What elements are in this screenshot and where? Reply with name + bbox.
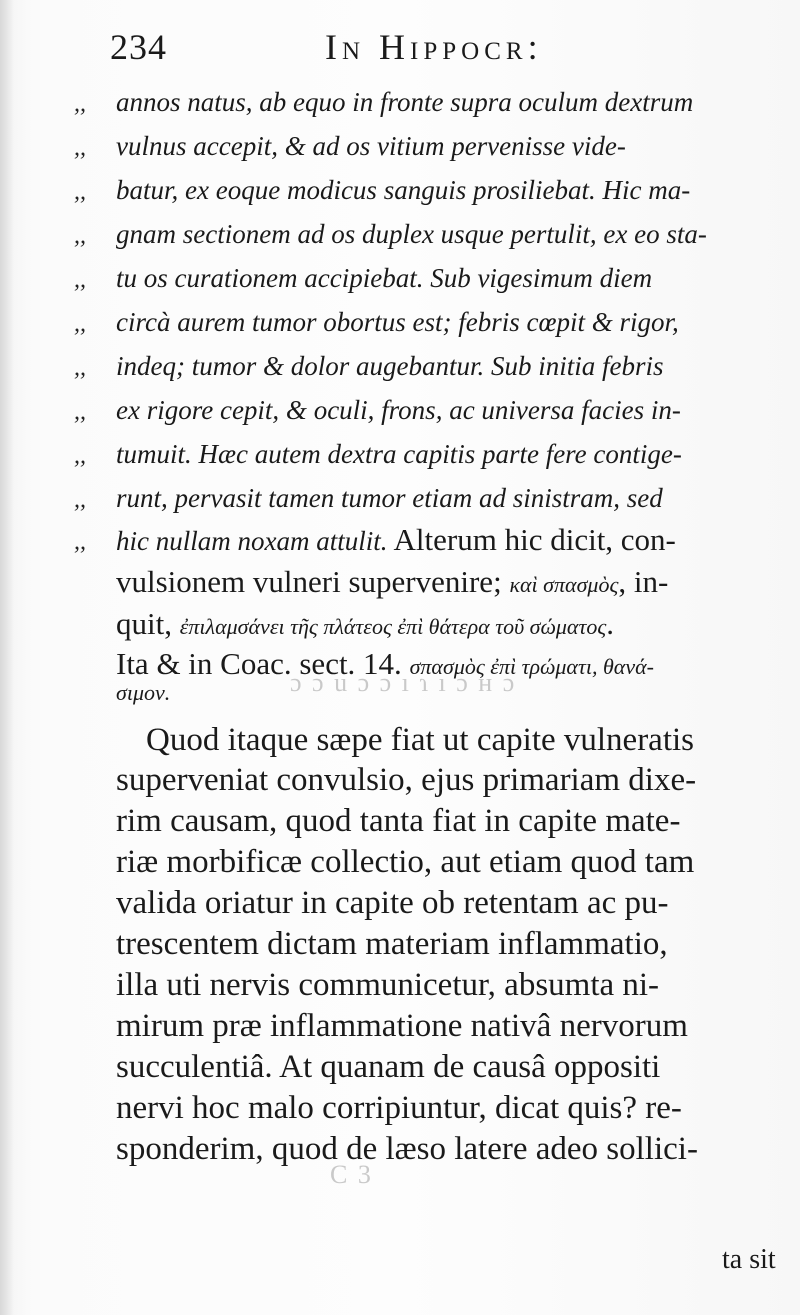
paragraph-line: trescentem dictam materiam inflammatio, [116, 926, 668, 962]
spine-shadow [0, 0, 14, 1315]
quote-mark: ,, [74, 355, 86, 381]
quoted-text-line: runt, pervasit tamen tumor etiam ad sinistram, sed [116, 483, 663, 513]
quote-mark: ,, [74, 91, 86, 117]
roman-text: vulsionem vulneri supervenire; [116, 564, 510, 599]
greek-text: καὶ σπασμὸς [509, 572, 619, 597]
paragraph-line: riæ morbificæ collectio, aut etiam quod tam [116, 844, 695, 880]
paragraph-line: Quod itaque sæpe fiat ut capite vulneratis [146, 722, 695, 758]
quote-mark: ,, [74, 223, 86, 249]
quote-mark: ,, [74, 529, 86, 555]
bleed-through-text: ɔ ɔ u ɔ ɔ ı ɿ ı ɔ ʜ ɔ [290, 668, 517, 697]
quoted-text-line: tu os curationem accipiebat. Sub vigesimum diem [116, 263, 653, 293]
quoted-text-end: hic nullam noxam attulit. [116, 526, 388, 556]
text-line-with-greek [116, 602, 792, 646]
paragraph-line: valida oriatur in capite ob retentam ac pu- [116, 885, 669, 921]
page-number: 234 [110, 27, 167, 67]
quoted-text-line: batur, ex eoque modicus sanguis prosiliebat. Hic ma- [116, 175, 691, 205]
paragraph-line: succulentiâ. At quanam de causâ oppositi [116, 1049, 661, 1085]
greek-text: σπασμὸς ἐπὶ τρώματι, θανά- [409, 654, 654, 679]
catchword: ta sit [722, 1244, 776, 1275]
paragraph-line: mirum præ inflammatione nativâ nervorum [116, 1008, 688, 1044]
quote-mark: ,, [74, 267, 86, 293]
roman-text: quit, [116, 606, 180, 641]
roman-text: , in- [618, 564, 669, 599]
quoted-text-line: gnam sectionem ad os duplex usque pertulit, ex eo sta- [116, 219, 707, 249]
roman-text: Ita & in Coac. sect. 14. [116, 646, 410, 681]
text-line-with-greek [116, 560, 792, 604]
quote-mark: ,, [74, 487, 86, 513]
quoted-text-line: ex rigore cepit, & oculi, frons, ac universa facies in- [116, 395, 681, 425]
quoted-text-line: indeq; tumor & dolor augebantur. Sub initia febris [116, 351, 664, 381]
quote-mark: ,, [74, 135, 86, 161]
quoted-text-line: circà aurem tumor obortus est; febris cœpit & rigor, [116, 307, 679, 337]
quoted-text-line: annos natus, ab equo in fronte supra oculum dextrum [116, 87, 694, 117]
quote-mark: ,, [74, 399, 86, 425]
quote-mark: ,, [74, 311, 86, 337]
roman-text: . [606, 606, 615, 641]
greek-continuation [116, 676, 792, 708]
running-head [110, 22, 760, 68]
paragraph-line: illa uti nervis communicetur, absumta ni- [116, 967, 660, 1003]
quote-mark: ,, [74, 179, 86, 205]
quoted-text-line: vulnus accepit, & ad os vitium pervenisse vide- [116, 131, 626, 161]
paragraph-line: sponderim, quod de læso latere adeo sollici- [116, 1131, 698, 1167]
paragraph-line: rim causam, quod tanta fiat in capite mate- [116, 803, 681, 839]
greek-text: ἐπιλαμσάνει τῆς πλάτεος ἐπὶ θάτερα τοῦ σώματος [179, 614, 607, 639]
mixed-text-line [116, 518, 792, 562]
greek-text: σιμον. [116, 680, 171, 705]
paragraph-line: nervi hoc malo corripiuntur, dicat quis? re- [116, 1090, 682, 1126]
quoted-text-line: tumuit. Hæc autem dextra capitis parte fere contige- [116, 439, 682, 469]
running-title: In Hippocr: [325, 27, 543, 67]
roman-text: Alterum hic dicit, con- [387, 522, 676, 557]
paragraph-line: superveniat convulsio, ejus primariam dixe- [116, 762, 697, 798]
quote-mark: ,, [74, 443, 86, 469]
bleed-through-signature: C 3 [330, 1160, 373, 1189]
